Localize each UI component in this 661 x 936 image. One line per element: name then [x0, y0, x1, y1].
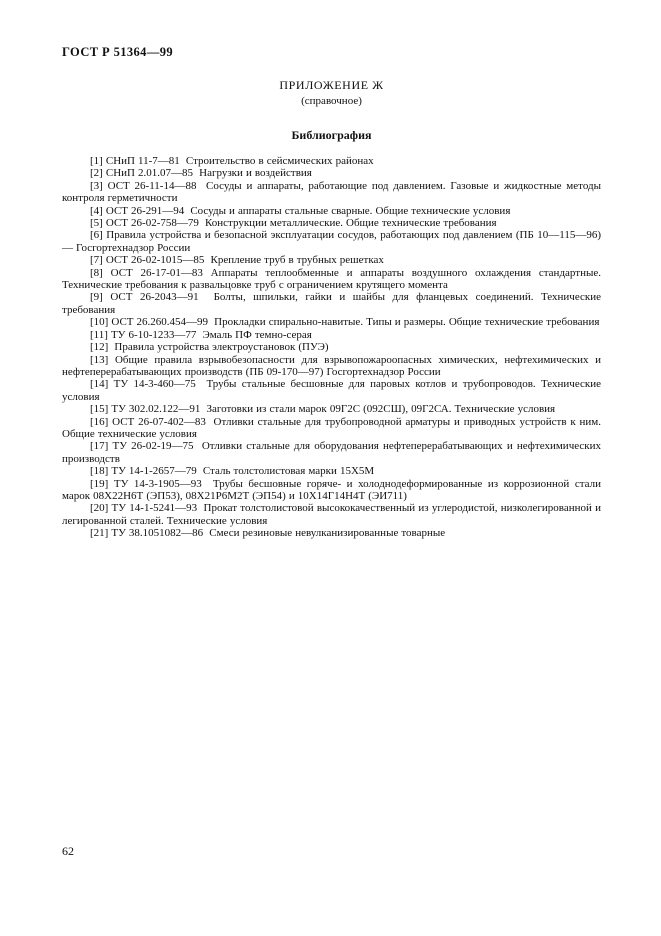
bibliography-entry: [10] ОСТ 26.260.454—99 Прокладки спирально-навитые. Типы и размеры. Общие технические требования	[90, 316, 600, 329]
bibliography-heading: Библиография	[291, 128, 372, 142]
bibliography-entry: [9] ОСТ 26-2043—91 Болты, шпильки, гайки и шайбы для фланцевых соединений. Технические требования	[62, 291, 601, 316]
bibliography-entry: [15] ТУ 302.02.122—91 Заготовки из стали марок 09Г2С (092СШ), 09Г2СА. Технические условия	[90, 403, 556, 416]
bibliography-entry: [4] ОСТ 26-291—94 Сосуды и аппараты стальные сварные. Общие технические условия	[90, 204, 511, 217]
bibliography-entry: [2] СНиП 2.01.07—85 Нагрузки и воздействия	[90, 167, 312, 180]
bibliography-list	[62, 155, 601, 540]
bibliography-entry: [7] ОСТ 26-02-1015—85 Крепление труб в трубных решетках	[90, 254, 384, 267]
document-header-gost-number: ГОСТ Р 51364—99	[62, 45, 174, 59]
appendix-subtitle-note: (справочное)	[301, 95, 362, 107]
bibliography-entry: [6] Правила устройства и безопасной эксплуатации сосудов, работающих под давлением (ПБ 10—115—96) — Госгортехнадзор России	[62, 229, 601, 254]
bibliography-entry: [11] ТУ 6-10-1233—77 Эмаль ПФ темно-серая	[90, 328, 312, 341]
bibliography-entry: [16] ОСТ 26-07-402—83 Отливки стальные для трубопроводной арматуры и приводных устройств к ним. Общие технические условия	[62, 415, 601, 440]
appendix-title: ПРИЛОЖЕНИЕ Ж	[279, 78, 384, 92]
bibliography-entry: [13] Общие правила взрывобезопасности для взрывопожароопасных химических, нефтехимических и нефтеперерабатывающих производств (ПБ 09-170—97) Госгортехнадзор России	[62, 353, 601, 378]
bibliography-entry: [20] ТУ 14-1-5241—93 Прокат толстолистовой высококачественный из углеродистой, низколегированной и легированной сталей. Технические условия	[62, 502, 601, 527]
bibliography-entry: [19] ТУ 14-3-1905—93 Трубы бесшовные горяче- и холоднодеформированные из коррозионной стали марок 08Х22Н6Т (ЭП53), 08Х21Р6М2Т (ЭП54) и 10Х14Г14Н4Т (ЭИ711)	[62, 477, 601, 502]
bibliography-entry: [18] ТУ 14-1-2657—79 Сталь толстолистовая марки 15Х5М	[90, 465, 375, 478]
bibliography-entry: [5] ОСТ 26-02-758—79 Конструкции металлические. Общие технические требования	[90, 217, 497, 230]
bibliography-entry: [21] ТУ 38.1051082—86 Смеси резиновые невулканизированные товарные	[90, 527, 446, 540]
bibliography-entry: [17] ТУ 26-02-19—75 Отливки стальные для оборудования нефтеперерабатывающих и нефтехимических производств	[62, 440, 601, 465]
bibliography-entry: [8] ОСТ 26-17-01—83 Аппараты теплообменные и аппараты воздушного охлаждения стандартные. Технические требования к развальцовке труб с ограничением крутящего момента	[62, 266, 601, 292]
bibliography-entry: [3] ОСТ 26-11-14—88 Сосуды и аппараты, работающие под давлением. Газовые и жидкостные методы контроля герметичности	[62, 179, 601, 205]
bibliography-entry: [14] ТУ 14-3-460—75 Трубы стальные бесшовные для паровых котлов и трубопроводов. Технические условия	[62, 378, 601, 403]
bibliography-entry: [12] Правила устройства электроустановок (ПУЭ)	[90, 341, 329, 354]
page-number: 62	[62, 844, 74, 858]
bibliography-entry: [1] СНиП 11-7—81 Строительство в сейсмических районах	[90, 155, 374, 167]
